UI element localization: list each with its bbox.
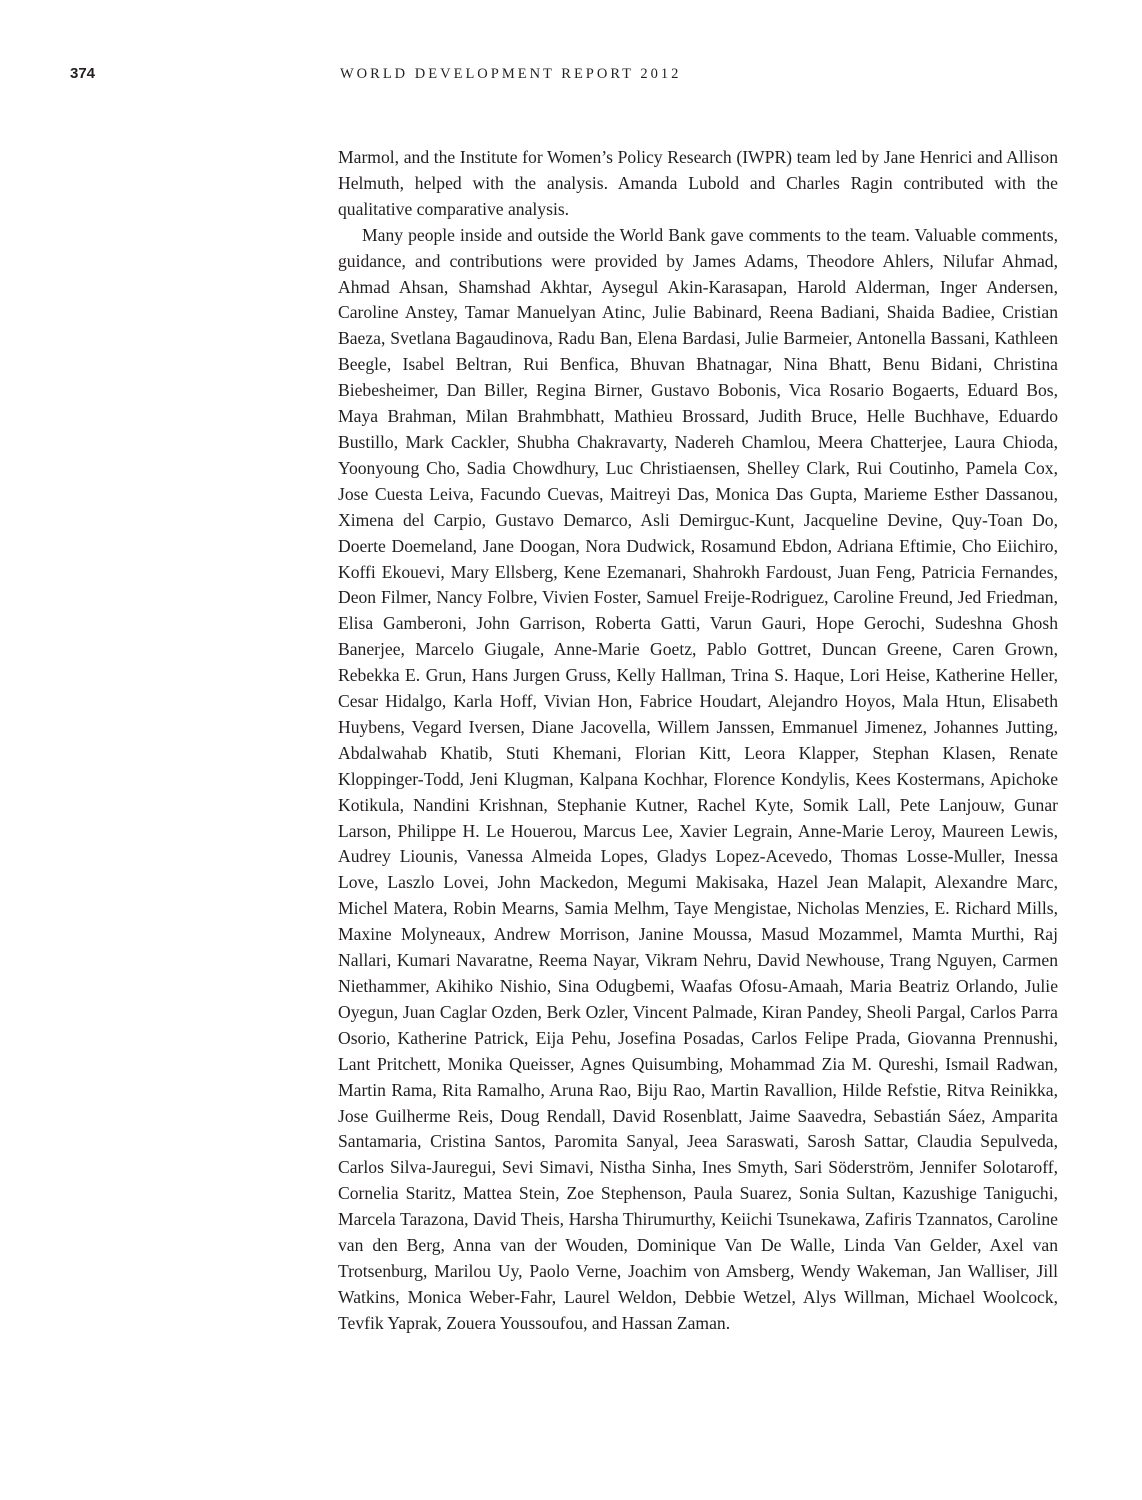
paragraph-continuation: Marmol, and the Institute for Women’s Policy Research (IWPR) team led by Jane Henrici and Allison Helmuth, helped with the analysis. Amanda Lubold and Charles Ragin contributed with the qualitative comparative analysis. (338, 147, 1058, 219)
body-text (338, 145, 1058, 1337)
page-number: 374 (70, 65, 96, 82)
paragraph-acknowledgments: Many people inside and outside the World Bank gave comments to the team. Valuable comments, guidance, and contributions were provided by James Adams, Theodore Ahlers, Nilufar Ahmad, Ahmad Ahsan, Shamshad Akhtar, Aysegul Akin-Karasapan, Harold Alderman, Inger Andersen, Caroline Anstey, Tamar Manuelyan Atinc, Julie Babinard, Reena Badiani, Shaida Badiee, Cristian Baeza, Svetlana Bagaudinova, Radu Ban, Elena Bardasi, Julie Barmeier, Antonella Bassani, Kathleen Beegle, Isabel Beltran, Rui Benfica, Bhuvan Bhatnagar, Nina Bhatt, Benu Bidani, Christina Biebesheimer, Dan Biller, Regina Birner, Gustavo Bobonis, Vica Rosario Bogaerts, Eduard Bos, Maya Brahman, Milan Brahmbhatt, Mathieu Brossard, Judith Bruce, Helle Buchhave, Eduardo Bustillo, Mark Cackler, Shubha Chakravarty, Nadereh Chamlou, Meera Chatterjee, Laura Chioda, Yoonyoung Cho, Sadia Chowdhury, Luc Christiaensen, Shelley Clark, Rui Coutinho, Pamela Cox, Jose Cuesta Leiva, Facundo Cuevas, Maitreyi Das, Monica Das Gupta, Marieme Esther Dassanou, Ximena del Carpio, Gustavo Demarco, Asli Demirguc-Kunt, Jacqueline Devine, Quy-Toan Do, Doerte Doemeland, Jane Doogan, Nora Dudwick, Rosamund Ebdon, Adriana Eftimie, Cho Eiichiro, Koffi Ekouevi, Mary Ellsberg, Kene Ezemanari, Shahrokh Fardoust, Juan Feng, Patricia Fernandes, Deon Filmer, Nancy Folbre, Vivien Foster, Samuel Freije-Rodriguez, Caroline Freund, Jed Friedman, Elisa Gamberoni, John Garrison, Roberta Gatti, Varun Gauri, Hope Gerochi, Sudeshna Ghosh Banerjee, Marcelo Giugale, Anne-Marie Goetz, Pablo Gottret, Duncan Greene, Caren Grown, Rebekka E. Grun, Hans Jurgen Gruss, Kelly Hallman, Trina S. Haque, Lori Heise, Katherine Heller, Cesar Hidalgo, Karla Hoff, Vivian Hon, Fabrice Houdart, Alejandro Hoyos, Mala Htun, Elisabeth Huybens, Vegard Iversen, Diane Jacovella, Willem Janssen, Emmanuel Jimenez, Johannes Jutting, Abdalwahab Khatib, Stuti Khemani, Florian Kitt, Leora Klapper, Stephan Klasen, Renate Kloppinger-Todd, Jeni Klugman, Kalpana Kochhar, Florence Kondylis, Kees Kostermans, Apichoke Kotikula, Nandini Krishnan, Stephanie Kutner, Rachel Kyte, Somik Lall, Pete Lanjouw, Gunar Larson, Philippe H. Le Houerou, Marcus Lee, Xavier Legrain, Anne-Marie Leroy, Maureen Lewis, Audrey Liounis, Vanessa Almeida Lopes, Gladys Lopez-Acevedo, Thomas Losse-Muller, Inessa Love, Laszlo Lovei, John Mackedon, Megumi Makisaka, Hazel Jean Malapit, Alexandre Marc, Michel Matera, Robin Mearns, Samia Melhm, Taye Mengistae, Nicholas Menzies, E. Richard Mills, Maxine Molyneaux, Andrew Morrison, Janine Moussa, Masud Mozammel, Mamta Murthi, Raj Nallari, Kumari Navaratne, Reema Nayar, Vikram Nehru, David Newhouse, Trang Nguyen, Carmen Niethammer, Akihiko Nishio, Sina Odugbemi, Waafas Ofosu-Amaah, Maria Beatriz Orlando, Julie Oyegun, Juan Caglar Ozden, Berk Ozler, Vincent Palmade, Kiran Pandey, Sheoli Pargal, Carlos Parra Osorio, Katherine Patrick, Eija Pehu, Josefina Posadas, Carlos Felipe Prada, Giovanna Prennushi, Lant Pritchett, Monika Queisser, Agnes Quisumbing, Mohammad Zia M. Qureshi, Ismail Radwan, Martin Rama, Rita Ramalho, Aruna Rao, Biju Rao, Martin Ravallion, Hilde Refstie, Ritva Reinikka, Jose Guilherme Reis, Doug Rendall, David Rosenblatt, Jaime Saavedra, Sebastián Sáez, Amparita Santamaria, Cristina Santos, Paromita Sanyal, Jeea Saraswati, Sarosh Sattar, Claudia Sepulveda, Carlos Silva-Jauregui, Sevi Simavi, Nistha Sinha, Ines Smyth, Sari Söderström, Jennifer Solotaroff, Cornelia Staritz, Mattea Stein, Zoe Stephenson, Paula Suarez, Sonia Sultan, Kazushige Taniguchi, Marcela Tarazona, David Theis, Harsha Thirumurthy, Keiichi Tsunekawa, Zafiris Tzannatos, Caroline van den Berg, Anna van der Wouden, Dominique Van De Walle, Linda Van Gelder, Axel van Trotsenburg, Marilou Uy, Paolo Verne, Joachim von Amsberg, Wendy Wakeman, Jan Walliser, Jill Watkins, Monica Weber-Fahr, Laurel Weldon, Debbie Wetzel, Alys Willman, Michael Woolcock, Tevfik Yaprak, Zouera Youssoufou, and Hassan Zaman. (338, 224, 1058, 1333)
running-header: WORLD DEVELOPMENT REPORT 2012 (340, 66, 682, 82)
